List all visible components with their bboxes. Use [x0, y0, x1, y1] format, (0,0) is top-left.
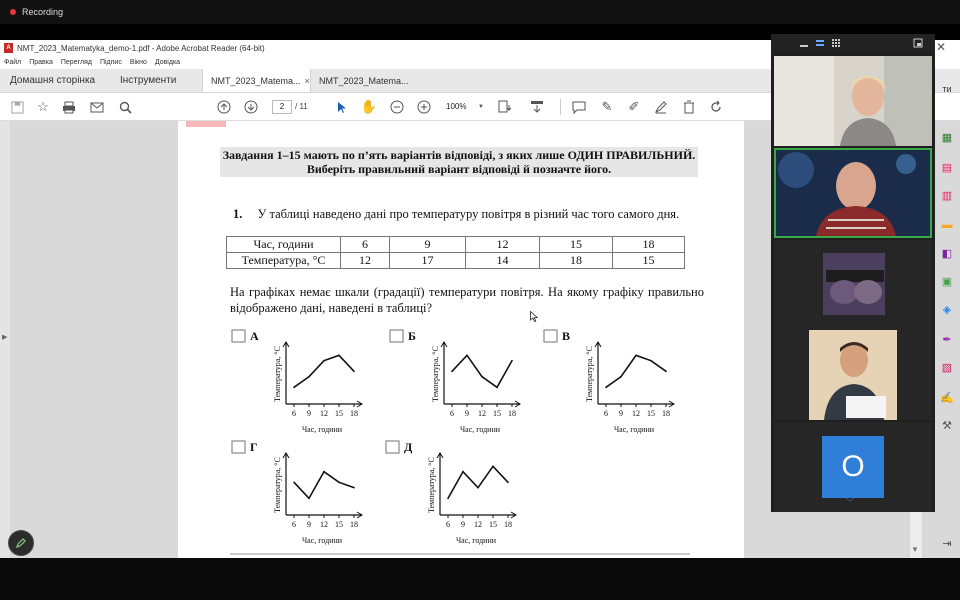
table-cell: 14	[466, 253, 540, 269]
answer-checkbox[interactable]	[386, 441, 399, 453]
search-icon[interactable]	[116, 98, 134, 116]
graph-option-a	[230, 326, 370, 436]
question-text: У таблиці наведено дані про температуру повітря в різний час того самого дня.	[257, 207, 680, 221]
x-tick-label: 12	[632, 409, 640, 418]
x-tick-label: 12	[478, 409, 486, 418]
zoom-in-icon[interactable]	[415, 98, 433, 116]
option-letter: В	[562, 329, 571, 343]
x-tick-label: 12	[320, 520, 328, 529]
chevron-down-icon: ▼	[478, 104, 484, 110]
page-down-icon[interactable]	[242, 98, 260, 116]
table-cell: Час, години	[227, 237, 341, 253]
menu-file[interactable]: Файл	[4, 59, 22, 66]
x-tick-label: 18	[662, 409, 670, 418]
option-letter: Г	[250, 440, 258, 454]
trash-icon[interactable]	[680, 98, 698, 116]
data-point	[353, 487, 355, 489]
zoom-value: 100%	[446, 102, 467, 111]
page-total: / 11	[295, 102, 308, 111]
close-icon[interactable]: ×	[304, 75, 310, 86]
data-point	[466, 355, 468, 357]
participant-tile-2[interactable]	[774, 148, 932, 238]
page-fit-icon[interactable]	[495, 98, 513, 116]
menu-view[interactable]: Перегляд	[60, 59, 92, 66]
collapse-panel-icon[interactable]: ⇥	[942, 537, 952, 550]
recording-dot-icon	[10, 9, 16, 15]
fill-sign-icon[interactable]	[652, 98, 670, 116]
scan-ocr-icon[interactable]: ◈	[942, 303, 952, 316]
protect-icon[interactable]: ▧	[941, 361, 953, 374]
pdf-page	[178, 121, 744, 558]
answer-checkbox[interactable]	[232, 330, 245, 342]
grid-view-icon[interactable]	[831, 38, 841, 48]
comment-tool-icon[interactable]: ▬	[941, 219, 953, 231]
data-point	[477, 487, 479, 489]
fill-sign-tool-icon[interactable]: ✒	[942, 333, 952, 346]
x-axis-label: Час, години	[301, 536, 343, 545]
participants-panel	[771, 34, 935, 512]
x-axis-label: Час, години	[301, 425, 343, 434]
x-tick-label: 18	[504, 520, 512, 529]
data-point	[338, 482, 340, 484]
chevron-down-icon[interactable]: ﹀	[845, 498, 855, 509]
x-tick-label: 9	[465, 409, 469, 418]
data-point	[293, 387, 295, 389]
zoom-select[interactable]	[440, 100, 488, 114]
tab-tools[interactable]: Інструменти	[120, 75, 177, 86]
x-tick-label: 18	[508, 409, 516, 418]
rotate-icon[interactable]	[707, 98, 725, 116]
window-title: NMT_2023_Matematyka_demo-1.pdf - Adobe Acrobat Reader (64-bit)	[17, 43, 265, 53]
y-axis-label: Температура, °С	[585, 346, 594, 402]
export-pdf-icon[interactable]: ▦	[941, 131, 953, 144]
answer-checkbox[interactable]	[544, 330, 557, 342]
annotate-button[interactable]	[8, 530, 34, 556]
toolbar-divider	[560, 99, 561, 115]
print-icon[interactable]	[60, 98, 78, 116]
x-tick-label: 6	[446, 520, 450, 529]
minimize-icon[interactable]	[799, 38, 809, 48]
data-point	[481, 376, 483, 378]
menu-edit[interactable]: Правка	[29, 59, 53, 66]
data-point	[496, 387, 498, 389]
more-tools-icon[interactable]: ⚒	[942, 419, 952, 432]
participant-video	[774, 330, 932, 420]
data-point	[507, 482, 509, 484]
x-tick-label: 6	[292, 520, 296, 529]
participant-video	[774, 56, 932, 146]
doc-tab-2-label: NMT_2023_Matema...	[319, 75, 409, 86]
y-axis-label: Температура, °С	[273, 346, 282, 402]
menu-sign[interactable]: Підпис	[99, 59, 122, 66]
table-cell: 18	[613, 237, 685, 253]
graphs-question: На графіках немає шкали (градації) температури повітря. На якому графіку правильно відображено дані, наведені в таблиці?	[230, 285, 704, 315]
data-point	[308, 498, 310, 500]
comment-icon[interactable]	[570, 98, 588, 116]
data-point	[650, 360, 652, 362]
scroll-mode-icon[interactable]	[528, 98, 546, 116]
x-tick-label: 9	[307, 520, 311, 529]
close-window-icon[interactable]: ✕	[936, 40, 947, 54]
menu-help[interactable]: Довідка	[154, 59, 181, 66]
x-tick-label: 15	[335, 520, 343, 529]
series-line	[294, 472, 354, 499]
x-tick-label: 18	[350, 520, 358, 529]
data-point	[323, 360, 325, 362]
data-point	[635, 355, 637, 357]
right-tools-panel	[936, 84, 960, 560]
table-cell: 12	[466, 237, 540, 253]
answer-checkbox[interactable]	[390, 330, 403, 342]
table-cell: 9	[390, 237, 466, 253]
table-cell: 18	[540, 253, 613, 269]
option-letter: А	[250, 329, 259, 343]
participant-tile-4[interactable]	[774, 330, 932, 420]
x-tick-label: 18	[350, 409, 358, 418]
data-point	[338, 355, 340, 357]
participant-avatar: О	[822, 436, 884, 498]
data-point	[323, 471, 325, 473]
series-line	[448, 466, 508, 498]
mouse-cursor-icon	[530, 311, 538, 325]
data-point	[308, 376, 310, 378]
data-point	[511, 360, 513, 362]
data-point	[665, 371, 667, 373]
x-tick-label: 12	[320, 409, 328, 418]
x-tick-label: 9	[619, 409, 623, 418]
doc-tab-1[interactable]	[202, 69, 310, 92]
pip-icon[interactable]	[913, 38, 923, 48]
x-tick-label: 15	[335, 409, 343, 418]
participant-tile-1[interactable]	[774, 56, 932, 146]
table-cell: 6	[341, 237, 390, 253]
draw-icon[interactable]: ✐	[628, 99, 640, 114]
table-cell: 15	[540, 237, 613, 253]
page-decoration	[186, 121, 226, 127]
x-tick-label: 9	[307, 409, 311, 418]
x-axis-label: Час, години	[459, 425, 501, 434]
data-point	[492, 466, 494, 468]
answer-checkbox[interactable]	[232, 441, 245, 453]
data-point	[353, 371, 355, 373]
x-tick-label: 12	[474, 520, 482, 529]
highlight-pen-icon[interactable]: ✎	[601, 99, 613, 114]
graph-option-c	[542, 326, 682, 436]
data-point	[447, 498, 449, 500]
request-signature-icon[interactable]: ✍	[940, 391, 954, 404]
table-cell: 12	[341, 253, 390, 269]
edit-pdf-icon[interactable]: ▥	[941, 189, 953, 202]
hand-tool-icon[interactable]: ✋	[360, 99, 378, 114]
option-letter: Д	[404, 440, 413, 454]
x-tick-label: 6	[450, 409, 454, 418]
create-pdf-icon[interactable]: ▤	[941, 161, 953, 174]
x-tick-label: 9	[461, 520, 465, 529]
layout-strip-icon[interactable]	[815, 38, 825, 48]
x-tick-label: 6	[292, 409, 296, 418]
task-instructions: Завдання 1–15 мають по п’ять варіантів відповіді, з яких лише ОДИН ПРАВИЛЬНИЙ. Виберіть правильний варіант відповіді й позначте його.	[220, 147, 698, 177]
x-tick-label: 15	[493, 409, 501, 418]
left-panel-strip[interactable]	[0, 121, 10, 558]
zoom-out-icon[interactable]	[388, 98, 406, 116]
acrobat-pdf-icon: A	[4, 43, 13, 53]
question-1	[233, 207, 679, 222]
email-icon[interactable]	[88, 98, 106, 116]
scroll-down-icon[interactable]: ▼	[911, 545, 919, 554]
tab-home[interactable]: Домашня сторінка	[10, 75, 96, 86]
y-axis-label: Температура, °С	[427, 457, 436, 513]
right-tools-label: ти	[942, 84, 952, 94]
recording-bar	[0, 0, 960, 24]
graph-option-d	[230, 437, 370, 547]
series-line	[452, 355, 512, 387]
menu-window[interactable]: Вікно	[129, 59, 147, 66]
x-tick-label: 15	[489, 520, 497, 529]
next-question-fragment	[230, 553, 690, 555]
expand-left-panel-icon[interactable]: ▶	[2, 334, 8, 341]
graph-option-b	[388, 326, 528, 436]
pencil-icon	[15, 537, 27, 549]
table-row	[227, 253, 685, 269]
table-row	[227, 237, 685, 253]
page-number-input[interactable]: 2	[272, 100, 292, 114]
panel-toolbar	[771, 34, 935, 54]
y-axis-label: Температура, °С	[431, 346, 440, 402]
x-tick-label: 6	[604, 409, 608, 418]
page-up-icon[interactable]	[215, 98, 233, 116]
temperature-table	[226, 236, 685, 269]
series-line	[606, 355, 666, 387]
organize-pages-icon[interactable]: ▣	[941, 275, 953, 288]
table-cell: 15	[613, 253, 685, 269]
save-icon[interactable]	[8, 98, 26, 116]
question-number: 1.	[233, 207, 243, 221]
x-axis-label: Час, години	[455, 536, 497, 545]
bookmark-star-icon[interactable]: ☆	[37, 99, 49, 114]
data-point	[462, 471, 464, 473]
doc-tab-2[interactable]	[310, 69, 418, 92]
doc-tab-1-label: NMT_2023_Matema...	[211, 75, 301, 86]
graph-option-e	[384, 437, 524, 547]
data-point	[605, 387, 607, 389]
y-axis-label: Температура, °С	[273, 457, 282, 513]
participant-tile-3[interactable]	[774, 240, 932, 330]
recording-label: Recording	[22, 7, 64, 17]
table-cell: Температура, °С	[227, 253, 341, 269]
participant-video	[774, 240, 932, 330]
data-point	[293, 482, 295, 484]
table-cell: 17	[390, 253, 466, 269]
x-axis-label: Час, години	[613, 425, 655, 434]
option-letter: Б	[408, 329, 416, 343]
select-cursor-icon[interactable]	[333, 98, 351, 116]
participant-video	[776, 150, 930, 236]
x-tick-label: 15	[647, 409, 655, 418]
meeting-footer	[0, 558, 960, 600]
data-point	[451, 371, 453, 373]
combine-files-icon[interactable]: ◧	[941, 247, 953, 260]
data-point	[620, 376, 622, 378]
